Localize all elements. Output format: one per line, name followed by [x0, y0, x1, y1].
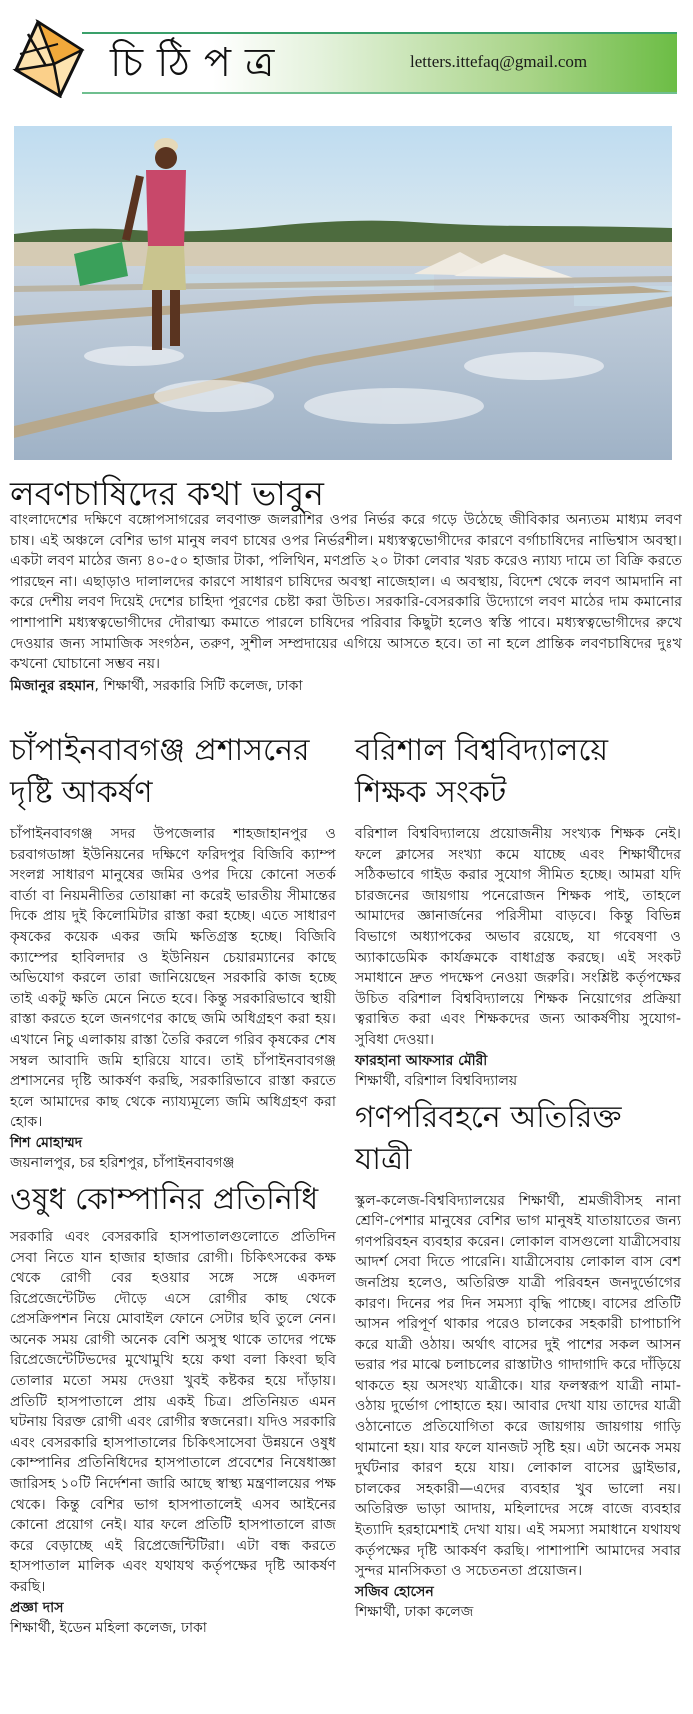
- letter-author: মিজানুর রহমান: [10, 677, 95, 694]
- section-header: [0, 0, 693, 110]
- letter-affiliation: , শিক্ষার্থী, সরকারি সিটি কলেজ, ঢাকা: [94, 677, 303, 694]
- letter-headline: চাঁপাইনবাবগঞ্জ প্রশাসনের দৃষ্টি আকর্ষণ: [10, 733, 310, 810]
- letter-salt-farmers: [10, 510, 682, 696]
- letter-pharma-representative: [10, 1179, 336, 1638]
- letter-public-transport: [355, 1097, 681, 1622]
- letter-signature: [10, 675, 682, 696]
- letter-author: শিশ মোহাম্মদ: [10, 1134, 83, 1151]
- letter-author: সজিব হোসেন: [355, 1583, 434, 1600]
- letter-body: বাংলাদেশের দক্ষিণে বঙ্গোপসাগরের লবণাক্ত জলরাশির ওপর নির্ভর করে গড়ে উঠেছে জীবিকার অন্যতম মাধ্যম লবণ চাষ। এই অঞ্চলে বেশির ভাগ মানুষ লবণ চাষের ওপর নির্ভরশীল। মধ্যস্বত্বভোগীদের কারণে বর্গাচাষিদের নাভিশ্বাস অবস্থা। একটা লবণ মাঠের জন্য ৪০-৫০ হাজার টাকা, পলিথিন, মণপ্রতি ২০ টাকা লেবার খরচ করেও ন্যায্য দামে তা বিক্রি করতে পারছেন না। এছাড়াও দালালদের কারণে সাধারণ চাষিদের অবস্থা নাজেহাল। এ অবস্থায়, বিদেশ থেকে লবণ আমদানি না করে দেশীয় লবণ দিয়েই দেশের চাহিদা পূরণের চেষ্টা করা উচিত। সরকারি-বেসরকারি উদ্যোগে লবণ মাঠের দাম কমানোর পাশাপাশি মধ্যস্বত্বভোগীদের দৌরাত্ম্য কমাতে পারলে চাষিদের পরিবার কিছুটা হলেও স্বস্তি পাবে। মধ্যস্বত্বভোগীদের রুখে দেওয়ার জন্য সামাজিক সংগঠন, তরুণ, সুশীল সম্প্রদায়ের এগিয়ে আসতে হবে। তা না হলে প্রান্তিক লবণচাষিদের দুঃখ কখনো ঘোচানো সম্ভব নয়।: [10, 512, 683, 673]
- letter-author: প্রজ্ঞা দাস: [10, 1599, 64, 1616]
- letter-body: বরিশাল বিশ্ববিদ্যালয়ে প্রয়োজনীয় সংখ্যক শিক্ষক নেই। ফলে ক্লাসের সংখ্যা কমে যাচ্ছে এবং শিক্ষার্থীদের সঠিকভাবে গাইড করার সুযোগ সীমিত হচ্ছে। আমরা যদি চারজনের জায়গায় পনেরোজন শিক্ষক পাই, তাহলে আমাদের জ্ঞানার্জনের পরিসীমা বাড়বে। কিন্তু বিভিন্ন বিভাগে অধ্যাপকের অভাব রয়েছে, যা গবেষণা ও অ্যাকাডেমিক কার্যক্রমকে বাধাগ্রস্ত করছে। এই সংকট সমাধানে দ্রুত পদক্ষেপ নেওয়া জরুরি। সংশ্লিষ্ট কর্তৃপক্ষের উচিত বরিশাল বিশ্ববিদ্যালয়ে শিক্ষক নিয়োগের প্রক্রিয়া ত্বরান্বিত করা এবং শিক্ষকদের জন্য আকর্ষণীয় সুযোগ-সুবিধা দেওয়া।: [355, 826, 681, 1048]
- letter-headline: লবণচাষিদের কথা ভাবুন: [10, 474, 324, 513]
- letters-email[interactable]: letters.ittefaq@gmail.com: [410, 52, 588, 71]
- letter-affiliation: শিক্ষার্থী, ইডেন মহিলা কলেজ, ঢাকা: [10, 1619, 207, 1636]
- letter-headline: ওষুধ কোম্পানির প্রতিনিধি: [10, 1181, 319, 1217]
- right-column: [355, 730, 681, 1628]
- letter-body: স্কুল-কলেজ-বিশ্ববিদ্যালয়ের শিক্ষার্থী, শ্রমজীবীসহ নানা শ্রেণি-পেশার মানুষের বেশির ভাগ মানুষই যাতায়াতের জন্য গণপরিবহন ব্যবহার করেন। লোকাল বাসগুলো যাত্রীসেবায় আদর্শ সেবা দিতে পারেনি। যাত্রীসেবায় লোকাল বাস বেশ জনপ্রিয় হলেও, অতিরিক্ত যাত্রী পরিবহন জনদুর্ভোগের কারণ। দিনের পর দিন সমস্যা বৃদ্ধি পাচ্ছে। বাসের প্রতিটি আসন পরিপূর্ণ থাকার পরেও চালকের সহকারী চাপাচাপি করে যাত্রী ওঠায়। অর্থাৎ বাসের দুই পাশের সকল আসন ভরার পর মাঝে চলাচলের রাস্তাটাও গাদাগাদি করে দাঁড়িয়ে থাকতে হয় অসংখ্য যাত্রীকে। যার ফলস্বরূপ যাত্রী নামা-ওঠায় দুর্ভোগ পোহাতে হয়। আবার দেখা যায় তাদের যাত্রী ওঠানোতে প্রতিযোগিতা করে জায়গায় জায়গায় গাড়ি থামানো হয়। যার ফলে যানজট সৃষ্টি হয়। এটা অনেক সময় দুর্ঘটনার কারণ হয়ে যায়। লোকাল বাসের ড্রাইভার, চালকের সহকারী—এদের ব্যবহার খুব ভালো নয়। অতিরিক্ত ভাড়া আদায়, মহিলাদের সঙ্গে বাজে ব্যবহার ইত্যাদি হরহামেশাই দেখা যায়। এই সমস্যা সমাধানে যথাযথ কর্তৃপক্ষের দৃষ্টি আকর্ষণ করছি। পাশাপাশি আমাদের সবার সুন্দর মানসিকতা ও সচেতনতা প্রয়োজন।: [355, 1192, 681, 1580]
- letter-chapainawabganj: [10, 730, 336, 1173]
- letter-barishal-university: [355, 730, 681, 1091]
- letter-headline: বরিশাল বিশ্ববিদ্যালয়ে শিক্ষক সংকট: [355, 733, 609, 810]
- photo-illustration: [14, 126, 672, 460]
- envelope-icon: [10, 14, 94, 98]
- letter-body: সরকারি এবং বেসরকারি হাসপাতালগুলোতে প্রতিদিন সেবা নিতে যান হাজার হাজার রোগী। চিকিৎসকের কক্ষ থেকে রোগী বের হওয়ার সঙ্গে সঙ্গে একদল রিপ্রেজেন্টেটিভ দৌড়ে এসে রোগীর কাছ থেকে প্রেসক্রিপশন নিয়ে মোবাইল ফোনে সেটার ছবি তুলে নেন। অনেক সময় রোগী অনেক বেশি অসুস্থ থাকে তাদের পক্ষে রিপ্রেজেন্টেটিভদের মুখোমুখি হয়ে কথা বলা কিংবা ছবি তোলার মতো সময় দেওয়া খুবই কষ্টকর হয়ে দাঁড়ায়। প্রতিটি হাসপাতালে প্রায় একই চিত্র। প্রতিনিয়ত এমন ঘটনায় বিরক্ত রোগী এবং রোগীর স্বজনেরা। যদিও সরকারি এবং বেসরকারি হাসপাতালের চিকিৎসাসেবা উন্নয়নে ওষুধ কোম্পানির প্রতিনিধিদের হাসপাতালে প্রবেশের নিষেধাজ্ঞা জারিসহ ১০টি নির্দেশনা জারি আছে স্বাস্থ্য মন্ত্রণালয়ের পক্ষ থেকে। কিন্তু বেশির ভাগ হাসপাতালেই এসব আইনের কোনো প্রয়োগ নেই। যার ফলে প্রতিটি হাসপাতালে রাজ করে বেড়াচ্ছে এই রিপ্রেজেন্টিটিরা। এটা বন্ধ করতে হাসপাতাল মালিক এবং যথাযথ কর্তৃপক্ষের দৃষ্টি আকর্ষণ করছি।: [10, 1228, 336, 1595]
- salt-farmer-photo: [14, 126, 672, 460]
- section-title: চিঠিপত্র: [110, 40, 289, 86]
- letter-affiliation: জয়নালপুর, চর হরিশপুর, চাঁপাইনবাবগঞ্জ: [10, 1154, 235, 1171]
- letter-body: চাঁপাইনবাবগঞ্জ সদর উপজেলার শাহজাহানপুর ও চরবাগডাঙ্গা ইউনিয়নের দক্ষিণে ফরিদপুর বিজিবি ক্যাম্প সংলগ্ন সাধারণ মানুষের জমির ওপর দিয়ে কোনো সতর্ক বার্তা বা নিয়মনীতির তোয়াক্কা না করেই ভারতীয় সীমান্তের দিকে প্রায় দুই কিলোমিটার রাস্তা করা হচ্ছে। এতে সাধারণ কৃষকের কয়েক একর জমি ক্ষতিগ্রস্ত হচ্ছে। বিজিবি ক্যাম্পের হাবিলদার ও ইউনিয়ন চেয়ারম্যানের কাছে অভিযোগ করলে তারা জানিয়েছেন সরকারি কাজ হচ্ছে তাই একটু ক্ষতি মেনে নিতে হবে। কিন্তু সরকারিভাবে স্থায়ী রাস্তা করতে হলে জনগণের কাছে জমি অধিগ্রহণ করা হয়। এখানে নিচু এলাকায় রাস্তা তৈরি করলে গরিব কৃষকের শেষ সম্বল আবাদি জমি হারিয়ে যাবে। তাই চাঁপাইনবাবগঞ্জ প্রশাসনের দৃষ্টি আকর্ষণ করছি, সরকারিভাবে রাস্তা করতে হলে আমাদের কাছ থেকে ন্যায্যমূল্যে জমি অধিগ্রহণ করা হোক।: [10, 826, 336, 1131]
- letter-affiliation: শিক্ষার্থী, ঢাকা কলেজ: [355, 1603, 474, 1620]
- left-column: [10, 730, 336, 1644]
- letter-author: ফারহানা আফসার মৌরী: [355, 1052, 488, 1069]
- letter-headline: গণপরিবহনে অতিরিক্ত যাত্রী: [355, 1099, 622, 1177]
- letter-affiliation: শিক্ষার্থী, বরিশাল বিশ্ববিদ্যালয়: [355, 1072, 518, 1089]
